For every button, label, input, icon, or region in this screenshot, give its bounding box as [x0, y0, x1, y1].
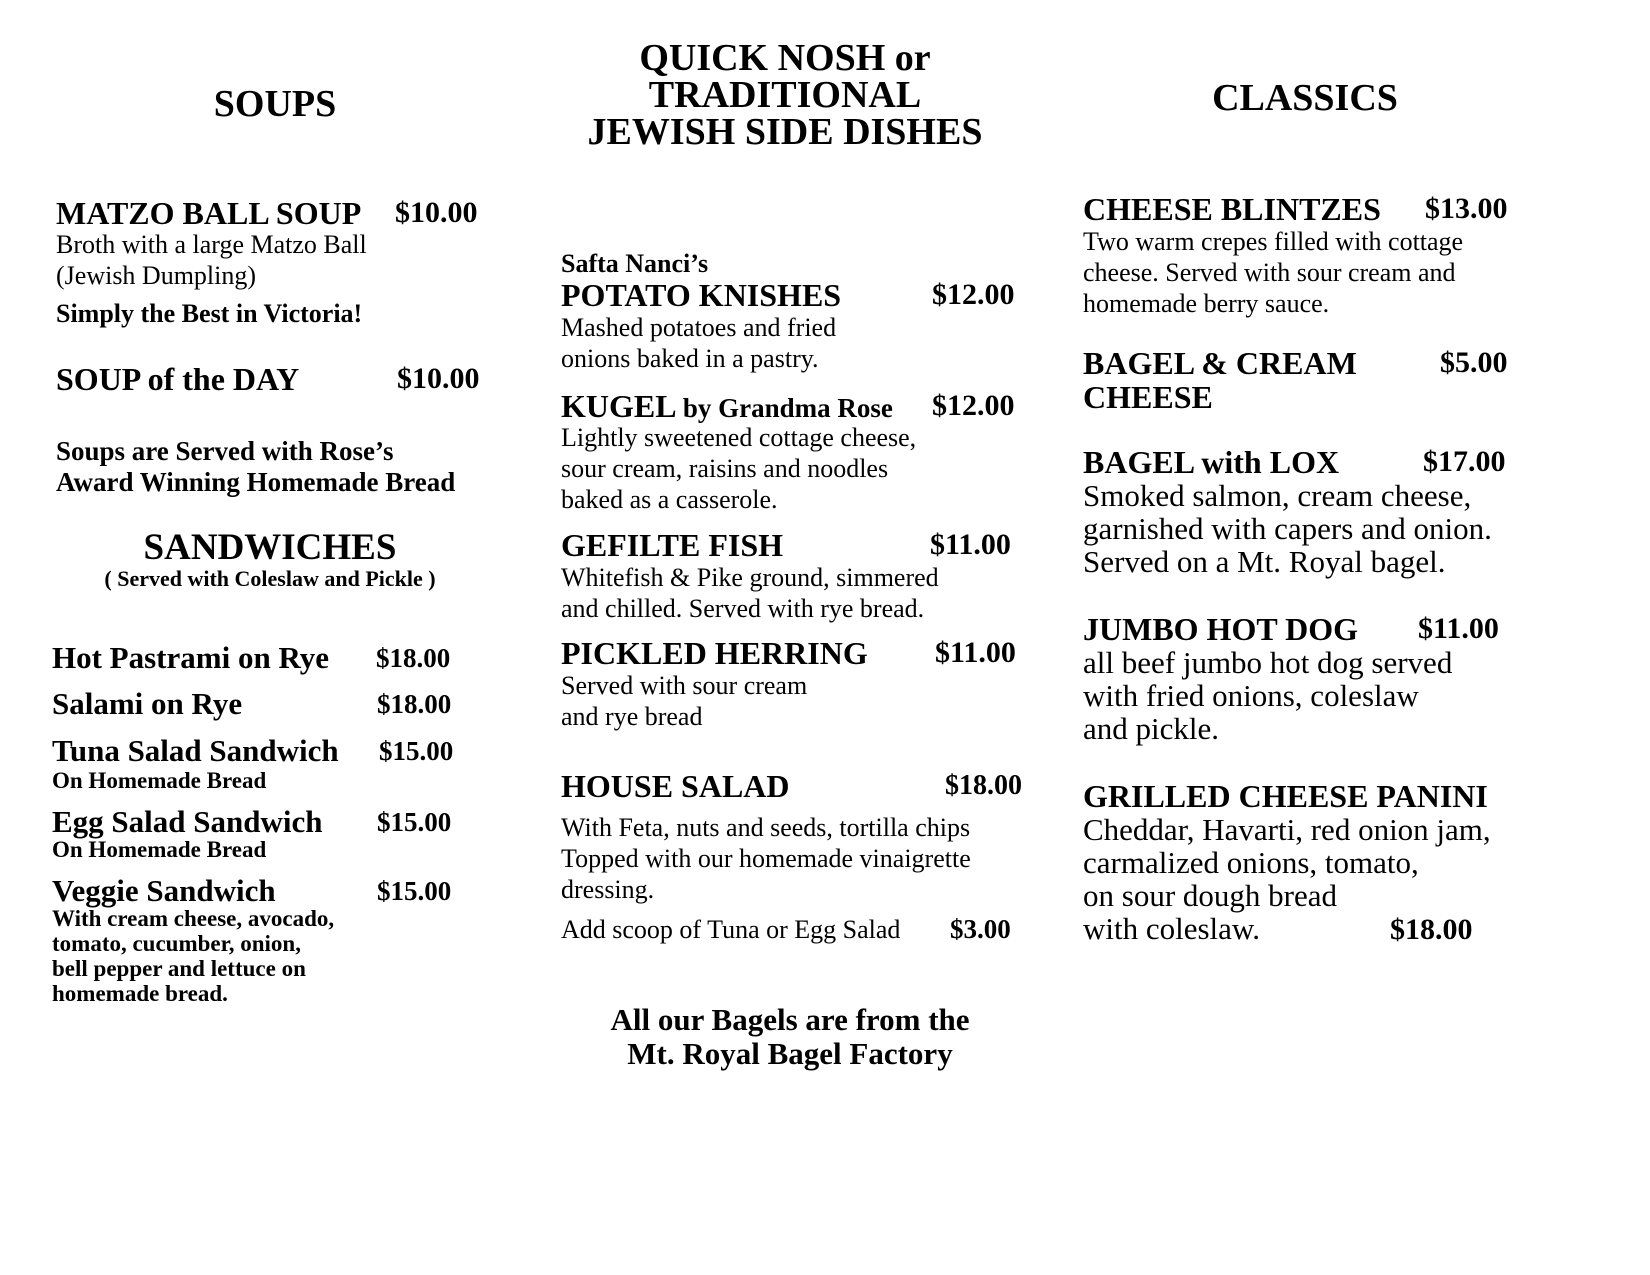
house-salad-description: With Feta, nuts and seeds, tortilla chips Topped with our homemade vinaigrette dressing. — [561, 813, 971, 904]
bagel-with-lox-price: $17.00 — [1423, 445, 1506, 478]
egg-salad-price: $15.00 — [377, 807, 452, 837]
salami-price: $18.00 — [377, 689, 452, 719]
tuna-salad-name: Tuna Salad Sandwich — [52, 733, 339, 768]
soup-of-the-day-name: SOUP of the DAY — [56, 361, 300, 397]
sandwiches-subheading: ( Served with Coleslaw and Pickle ) — [104, 566, 436, 591]
pickled-herring-description: Served with sour cream and rye bread — [561, 671, 808, 731]
egg-salad-note: On Homemade Bread — [52, 837, 267, 862]
bagel-with-lox-description: Smoked salmon, cream cheese, garnished with capers and onion. Served on a Mt. Royal bagel. — [1083, 478, 1492, 579]
matzo-ball-soup-price: $10.00 — [395, 196, 478, 229]
cheese-blintzes-description: Two warm crepes filled with cottage cheese. Served with sour cream and homemade berry sauce. — [1083, 227, 1464, 318]
house-salad-price: $18.00 — [945, 770, 1022, 801]
salad-addon-price: $3.00 — [950, 914, 1011, 944]
egg-salad-name: Egg Salad Sandwich — [52, 804, 323, 839]
pickled-herring-name: PICKLED HERRING — [561, 635, 868, 671]
jumbo-hot-dog-price: $11.00 — [1418, 612, 1499, 645]
hot-pastrami-name: Hot Pastrami on Rye — [52, 640, 330, 675]
gefilte-fish-price: $11.00 — [930, 528, 1011, 561]
potato-knishes-description: Mashed potatoes and fried onions baked in a pastry. — [561, 313, 837, 373]
veggie-sandwich-name: Veggie Sandwich — [52, 873, 276, 908]
hot-pastrami-price: $18.00 — [376, 643, 451, 673]
jumbo-hot-dog-name: JUMBO HOT DOG — [1083, 611, 1358, 647]
grilled-cheese-panini-name: GRILLED CHEESE PANINI — [1083, 778, 1488, 814]
kugel-description: Lightly sweetened cottage cheese, sour cream, raisins and noodles baked as a casserole. — [561, 423, 917, 514]
gefilte-fish-description: Whitefish & Pike ground, simmered and chilled. Served with rye bread. — [561, 563, 939, 623]
cheese-blintzes-name: CHEESE BLINTZES — [1083, 191, 1381, 227]
matzo-ball-tagline: Simply the Best in Victoria! — [56, 299, 363, 328]
knishes-prefix: Safta Nanci’s — [561, 249, 709, 278]
kugel-name-suffix: by Grandma Rose — [682, 393, 893, 423]
pickled-herring-price: $11.00 — [935, 636, 1016, 669]
sides-heading: QUICK NOSH or TRADITIONAL JEWISH SIDE DISHES — [587, 37, 983, 153]
soups-heading: SOUPS — [213, 83, 337, 125]
gefilte-fish-name: GEFILTE FISH — [561, 527, 784, 563]
veggie-sandwich-price: $15.00 — [377, 876, 452, 906]
matzo-ball-soup-description: Broth with a large Matzo Ball (Jewish Dumpling) — [56, 230, 367, 290]
soups-bread-note: Soups are Served with Rose’s Award Winning Homemade Bread — [56, 436, 456, 497]
veggie-sandwich-description: With cream cheese, avocado, tomato, cucumber, onion, bell pepper and lettuce on homemade bread. — [52, 906, 335, 1006]
kugel-name: KUGEL by Grandma Rose — [561, 388, 893, 424]
kugel-price: $12.00 — [932, 389, 1015, 422]
jumbo-hot-dog-description: all beef jumbo hot dog served with fried onions, coleslaw and pickle. — [1083, 645, 1453, 746]
matzo-ball-soup-name: MATZO BALL SOUP — [56, 195, 362, 231]
cheese-blintzes-price: $13.00 — [1425, 192, 1508, 225]
tuna-salad-note: On Homemade Bread — [52, 768, 267, 793]
sandwiches-heading: SANDWICHES — [143, 527, 397, 568]
grilled-cheese-panini-description: Cheddar, Havarti, red onion jam, carmalized onions, tomato, on sour dough bread with coleslaw. — [1083, 812, 1491, 946]
salami-name: Salami on Rye — [52, 686, 243, 721]
grilled-cheese-panini-price: $18.00 — [1390, 913, 1473, 946]
potato-knishes-name: POTATO KNISHES — [561, 277, 842, 313]
soup-of-the-day-price: $10.00 — [397, 362, 480, 395]
bagel-with-lox-name: BAGEL with LOX — [1083, 444, 1340, 480]
salad-addon-label: Add scoop of Tuna or Egg Salad — [561, 915, 901, 944]
bagel-cream-cheese-name: BAGEL & CREAM CHEESE — [1083, 345, 1357, 415]
classics-heading: CLASSICS — [1212, 77, 1398, 119]
tuna-salad-price: $15.00 — [379, 736, 454, 766]
house-salad-name: HOUSE SALAD — [561, 768, 790, 804]
bagel-source-note: All our Bagels are from the Mt. Royal Bagel Factory — [610, 1002, 970, 1071]
potato-knishes-price: $12.00 — [932, 278, 1015, 311]
bagel-cream-cheese-price: $5.00 — [1440, 346, 1508, 379]
